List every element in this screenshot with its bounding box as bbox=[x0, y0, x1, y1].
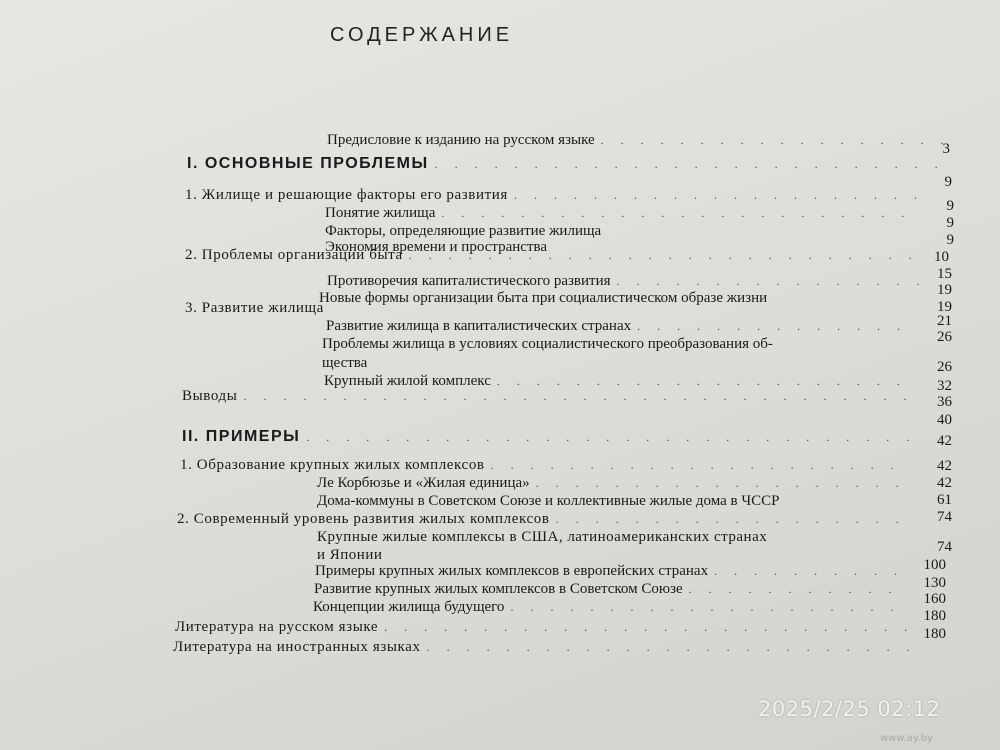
toc-entry-section-multiline bbox=[322, 334, 773, 373]
toc-entry-text: Концепции жилища будущего bbox=[313, 599, 505, 615]
toc-entry-text: Примеры крупных жилых комплексов в европейских странах bbox=[315, 563, 709, 579]
toc-page-number: 9 bbox=[946, 198, 954, 214]
leader-dots bbox=[441, 203, 919, 223]
toc-entry-text: Литература на русском языке bbox=[175, 619, 379, 635]
toc-entry-chapter bbox=[185, 298, 885, 318]
leader-dots bbox=[536, 473, 909, 493]
toc-page-number: 61 bbox=[937, 492, 952, 508]
toc-entry-text: Развитие крупных жилых комплексов в Советском Союзе bbox=[314, 581, 683, 597]
toc-page-number: 26 bbox=[937, 329, 952, 345]
leader-dots bbox=[435, 154, 946, 174]
toc-page-number: 21 bbox=[937, 313, 952, 329]
leader-dots bbox=[514, 185, 919, 205]
toc-entry-section bbox=[317, 491, 915, 511]
toc-entry-text: Экономия времени и пространства bbox=[325, 239, 548, 255]
toc-entry-text: Ле Корбюзье и «Жилая единица» bbox=[317, 475, 530, 491]
toc-entry-part-2 bbox=[182, 427, 917, 447]
toc-entry-text: Крупный жилой комплекс bbox=[324, 373, 491, 389]
leader-dots bbox=[427, 637, 909, 657]
toc-entry-text: Литература на иностранных языках bbox=[173, 639, 421, 655]
toc-page-number: 36 bbox=[937, 394, 952, 410]
toc-page-number: 9 bbox=[944, 174, 952, 190]
toc-entry-preface bbox=[327, 130, 950, 150]
toc-page-number: 19 bbox=[937, 299, 952, 315]
leader-dots bbox=[306, 427, 911, 447]
toc-entry-section bbox=[313, 597, 913, 617]
toc-entry-chapter bbox=[177, 509, 912, 529]
toc-entry-section bbox=[315, 561, 915, 581]
page-title: СОДЕРЖАНИЕ bbox=[330, 24, 514, 46]
toc-entry-chapter bbox=[185, 245, 925, 265]
photo-timestamp: 2025/2/25 02:12 bbox=[758, 697, 941, 721]
leader-dots bbox=[384, 617, 909, 637]
leader-dots bbox=[601, 130, 944, 150]
leader-dots bbox=[243, 386, 906, 406]
toc-page-number: 74 bbox=[937, 539, 952, 555]
toc-entry-text: I. ОСНОВНЫЕ ПРОБЛЕМЫ bbox=[187, 155, 429, 172]
toc-page-number: 32 bbox=[937, 378, 952, 394]
toc-page-number: 10 bbox=[934, 249, 949, 265]
toc-page-number: 15 bbox=[937, 266, 952, 282]
toc-entry-text: Предисловие к изданию на русском языке bbox=[327, 132, 595, 148]
toc-entry-text: Развитие жилища в капиталистических странах bbox=[326, 318, 632, 334]
leader-dots bbox=[510, 597, 907, 617]
toc-page-number: 26 bbox=[937, 359, 952, 375]
toc-entry-conclusions bbox=[182, 386, 912, 406]
toc-entry-text: II. ПРИМЕРЫ bbox=[182, 428, 301, 445]
toc-page-number: 19 bbox=[937, 282, 952, 298]
leader-dots bbox=[714, 561, 909, 581]
toc-entry-text: 1. Образование крупных жилых комплексов bbox=[180, 457, 485, 473]
leader-dots bbox=[689, 579, 908, 599]
toc-page-number: 9 bbox=[946, 215, 954, 231]
toc-page-number: 130 bbox=[923, 575, 946, 591]
toc-page-number: 180 bbox=[923, 626, 946, 642]
toc-page-number: 100 bbox=[923, 557, 946, 573]
toc-entry-text: 2. Проблемы организации быта bbox=[185, 247, 403, 263]
toc-page-number: 42 bbox=[937, 458, 952, 474]
toc-entry-text-continued: щества bbox=[322, 355, 368, 371]
toc-entry-text: Крупные жилые комплексы в США, латиноамериканских странах bbox=[317, 529, 768, 545]
toc-entry-chapter bbox=[180, 455, 915, 475]
toc-entry-text: 1. Жилище и решающие факторы его развития bbox=[185, 187, 508, 203]
toc-entry-text: 2. Современный уровень развития жилых комплексов bbox=[177, 511, 550, 527]
toc-entry-text: Противоречия капиталистического развития bbox=[327, 273, 611, 289]
toc-entry-section bbox=[325, 203, 925, 223]
toc-entry-text-continued: и Японии bbox=[317, 547, 383, 563]
leader-dots bbox=[637, 316, 905, 336]
leader-dots bbox=[491, 455, 909, 475]
toc-page-number: 160 bbox=[923, 591, 946, 607]
toc-page-number: 42 bbox=[937, 475, 952, 491]
toc-entry-text: Проблемы жилища в условиях социалистического преобразования об- bbox=[322, 336, 773, 352]
toc-page-number: 42 bbox=[937, 433, 952, 449]
toc-entry-section bbox=[317, 473, 915, 493]
toc-entry-text: Понятие жилища bbox=[325, 205, 436, 221]
toc-entry-section bbox=[326, 316, 911, 336]
toc-page-number: 3 bbox=[942, 141, 950, 157]
toc-page-number: 9 bbox=[946, 232, 954, 248]
toc-entry-literature bbox=[175, 617, 915, 637]
toc-page-number: 40 bbox=[937, 412, 952, 428]
leader-dots bbox=[409, 245, 919, 265]
toc-page-number: 180 bbox=[923, 608, 946, 624]
toc-page-number: 74 bbox=[937, 509, 952, 525]
toc-entry-section-multiline bbox=[317, 527, 767, 565]
toc-entry-text: Дома-коммуны в Советском Союзе и коллективные жилые дома в ЧССР bbox=[317, 493, 780, 509]
leader-dots bbox=[556, 509, 906, 529]
toc-entry-text: Факторы, определяющие развитие жилища bbox=[325, 223, 602, 239]
toc-entry-text: Выводы bbox=[182, 388, 238, 404]
toc-entry-literature bbox=[173, 637, 915, 657]
toc-entry-chapter bbox=[185, 185, 925, 205]
toc-entry-text: 3. Развитие жилища bbox=[185, 300, 324, 316]
toc-entry-section bbox=[314, 579, 914, 599]
toc-entry-part-1 bbox=[187, 154, 952, 174]
site-watermark: www.ay.by bbox=[880, 733, 933, 744]
toc-entry-text: Новые формы организации быта при социалистическом образе жизни bbox=[319, 290, 768, 306]
